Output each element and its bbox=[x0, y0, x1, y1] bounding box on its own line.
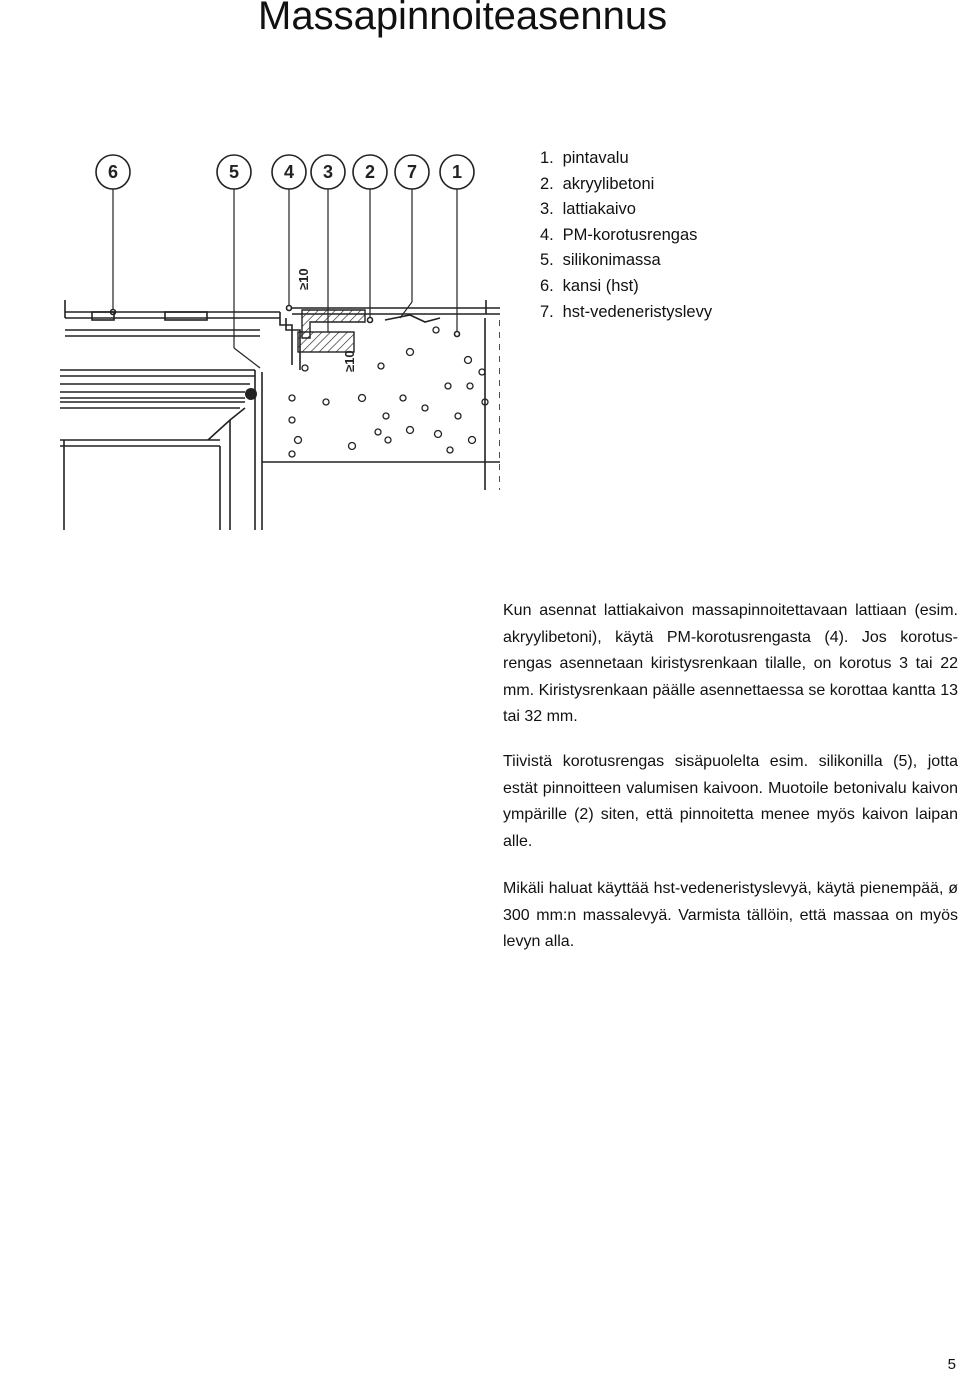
legend-item: 3. lattiakaivo bbox=[540, 200, 636, 219]
callout-label-5: 5 bbox=[228, 162, 240, 182]
legend-item: 5. silikonimassa bbox=[540, 251, 661, 270]
callout-label-6: 6 bbox=[107, 162, 119, 182]
legend-item: 4. PM-korotusrengas bbox=[540, 225, 698, 244]
legend-item: 2. akryylibetoni bbox=[540, 174, 655, 193]
drain-section-drawing bbox=[30, 140, 500, 560]
callout-label-3: 3 bbox=[322, 162, 334, 182]
callout-label-7: 7 bbox=[406, 162, 418, 182]
callout-1 bbox=[440, 155, 474, 337]
callout-label-4: 4 bbox=[283, 162, 295, 182]
legend-item: 6. kansi (hst) bbox=[540, 276, 639, 295]
paragraph-sealing: Tiivistä korotusrengas sisäpuolelta esim. silikonilla (5), jotta estät pinnoitteen valumisen kaivoon. Muotoile betonivalu kaivon ympärille (2) siten, että pinnoitetta menee myös kaivon laipan alle. bbox=[503, 753, 958, 850]
dimension-label-top: ≥10 bbox=[296, 268, 311, 290]
callout-label-2: 2 bbox=[364, 162, 376, 182]
dimension-label-side: ≥10 bbox=[342, 350, 357, 372]
paragraph-membrane: Mikäli haluat käyttää hst-vedeneristyslevyä, käytä pienempää, ø 300 mm:n massalevyä. Varmista tällöin, että massaa on myös levyn alla. bbox=[503, 880, 958, 950]
callout-label-1: 1 bbox=[451, 162, 463, 182]
page-title: Massapinnoiteasennus bbox=[258, 0, 668, 38]
legend-list bbox=[540, 146, 712, 325]
legend-item: 7. hst-vedeneristyslevy bbox=[540, 302, 713, 321]
paragraph-installation: Kun asennat lattiakaivon massapinnoitettavaan lattiaan (esim. akryylibetoni), käytä PM-korotusrengasta (4). Jos korotus-rengas asennetaan kiristysrenkaan tilalle, on korotus 3 tai 22 mm. Kiristysrenkaan päälle asennettaessa se korottaa kantta 13 tai 32 mm. bbox=[503, 602, 958, 725]
page-number: 5 bbox=[947, 1356, 956, 1373]
legend-item: 1. pintavalu bbox=[540, 149, 629, 167]
